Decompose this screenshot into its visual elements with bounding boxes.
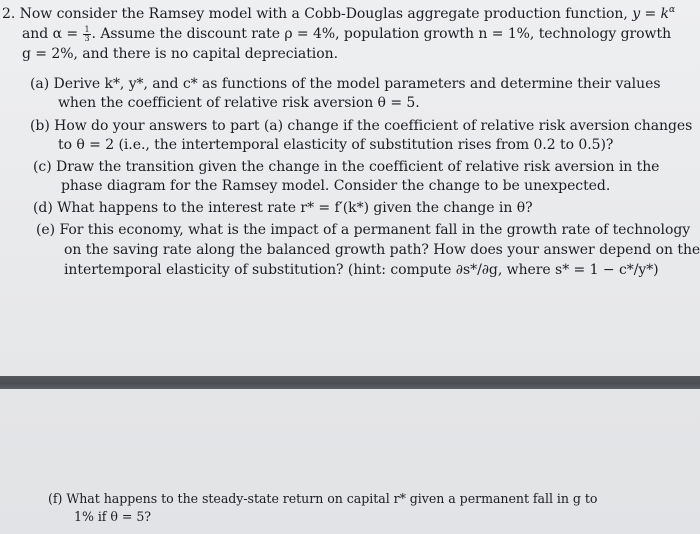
part-c-line-1 [33, 157, 659, 177]
part-e-line-3 [64, 260, 659, 280]
part-e-text-cont-2: intertemporal elasticity of substitution? (hint: compute ∂s*/∂g, where s* = 1 − c*/y*) [64, 262, 659, 278]
part-c-line-2 [61, 176, 610, 196]
part-b-line-1 [30, 116, 692, 136]
fraction-denominator: 3 [84, 33, 90, 43]
question-intro-line-2 [22, 24, 671, 44]
part-f-line-2 [74, 507, 151, 527]
fraction-numerator: 1 [84, 24, 90, 34]
part-b-line-2 [58, 135, 613, 155]
part-d-text: What happens to the interest rate r* = f′(k*) given the change in θ? [57, 200, 533, 216]
question-intro-line-1 [2, 4, 675, 24]
alpha-fraction [83, 26, 90, 43]
part-e-line-2 [64, 240, 700, 260]
question-number: 2. [2, 6, 16, 22]
part-c-label: (c) [33, 159, 52, 175]
part-b-text: How do your answers to part (a) change if the coefficient of relative risk aversion changes [54, 118, 693, 134]
part-f-line-1 [48, 489, 597, 509]
part-f-text: What happens to the steady-state return on capital r* given a permanent fall in g to [66, 491, 598, 506]
part-e-label: (e) [36, 222, 56, 238]
production-function: y = k [632, 6, 669, 22]
part-c-text: Draw the transition given the change in the coefficient of relative risk aversion in the [56, 159, 660, 175]
part-a-text-cont: when the coefficient of relative risk aversion θ = 5. [58, 95, 420, 111]
part-a-text: Derive k*, y*, and c* as functions of the model parameters and determine their values [53, 76, 661, 92]
part-f-label: (f) [48, 491, 63, 506]
part-e-line-1 [36, 220, 690, 240]
part-a-label: (a) [30, 76, 50, 92]
alpha-prefix: and α = [22, 26, 79, 42]
part-f-text-cont: 1% if θ = 5? [74, 509, 151, 524]
part-c-text-cont: phase diagram for the Ramsey model. Consider the change to be unexpected. [61, 178, 611, 194]
depreciation-text: g = 2%, and there is no capital depreciation. [22, 46, 338, 62]
parameters-text: . Assume the discount rate ρ = 4%, population growth n = 1%, technology growth [91, 26, 672, 42]
question-intro-text: Now consider the Ramsey model with a Cobb-Douglas aggregate production function, [19, 6, 628, 22]
part-a-line-2 [58, 93, 420, 113]
production-exponent: α [669, 5, 676, 15]
part-a-line-1 [30, 74, 660, 94]
part-d-line-1 [33, 198, 533, 218]
part-d-label: (d) [33, 200, 53, 216]
part-e-text: For this economy, what is the impact of a permanent fall in the growth rate of technology [59, 222, 691, 238]
dark-divider-band [0, 376, 700, 389]
part-b-label: (b) [30, 118, 50, 134]
question-intro-line-3 [22, 44, 338, 64]
part-b-text-cont: to θ = 2 (i.e., the intertemporal elasticity of substitution rises from 0.2 to 0.5)? [58, 137, 614, 153]
part-e-text-cont: on the saving rate along the balanced growth path? How does your answer depend on the [64, 242, 700, 258]
